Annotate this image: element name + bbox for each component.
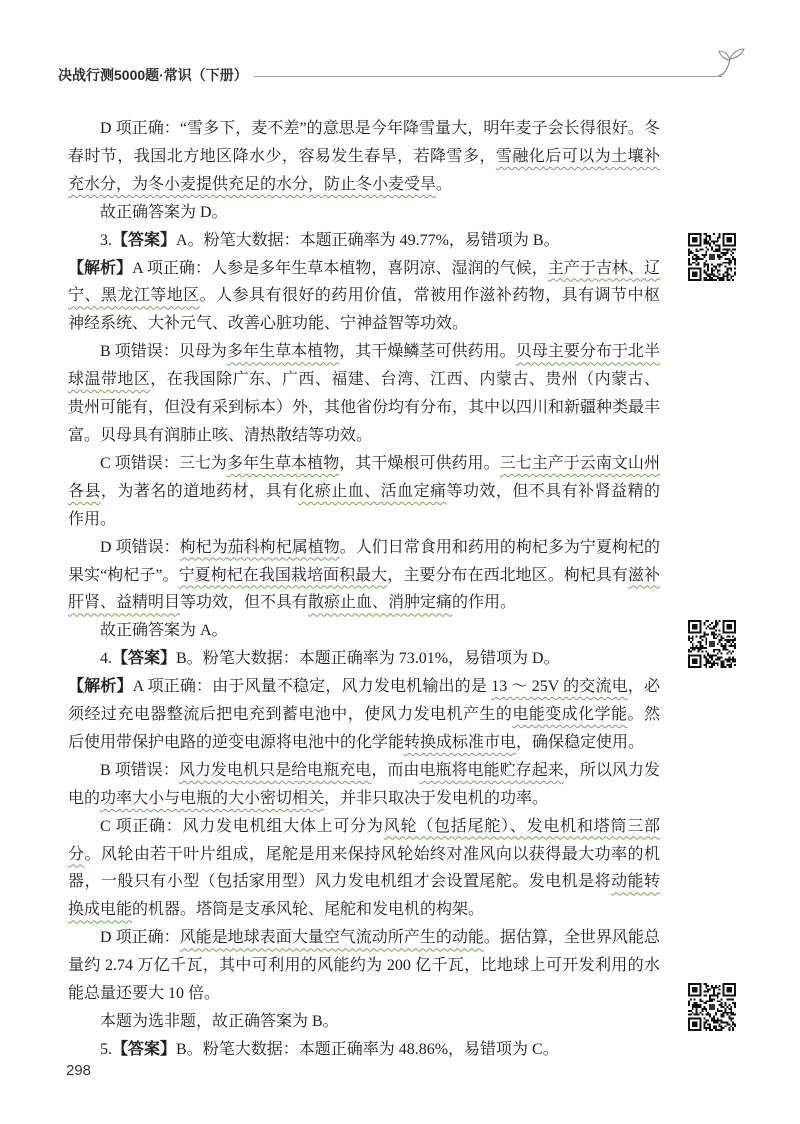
paragraph <box>68 338 660 450</box>
annotated-text: 雪融化后可以为土壤补充水分，为冬小麦提供充足的水分，防止冬小麦受旱 <box>68 147 660 193</box>
paragraph <box>68 645 660 673</box>
text-run: ，在我国除广东、广西、福建、台湾、江西、内蒙古、贵州（内蒙古、贵州可能有，但没有采到标本）外，其他省份均有分布，其中以四川和新疆种类最丰富。贝母具有润肺止咳、清热散结等功效。 <box>68 371 661 444</box>
annotated-text: 动能转换成电能 <box>68 873 660 919</box>
text-run: B 项错误： <box>100 761 179 779</box>
text-run: ，主要分布在西北地区。枸杞具有 <box>387 566 628 584</box>
text-run: 等功效，但不具有 <box>180 594 309 612</box>
annotated-text: 电能变成化学能 <box>512 706 628 724</box>
text-run: D 项正确： <box>100 929 180 947</box>
section-label: 【答案】 <box>112 1040 177 1058</box>
annotated-text: 电瓶将电能贮存起来 <box>419 761 564 779</box>
text-run: B。粉笔大数据：本题正确率为 73.01%，易错项为 D。 <box>176 650 560 668</box>
text-run: 本题为选非题，故正确答案为 B。 <box>100 1013 339 1030</box>
text-run: C 项错误：三七为 <box>100 454 227 472</box>
paragraph <box>68 813 660 925</box>
text-run: ，为著名的道地药材，具有 <box>100 482 299 500</box>
paragraph <box>68 534 660 618</box>
annotated-text: 化瘀止血、活血定痛 <box>298 482 447 500</box>
annotated-text: 多年生草本植物 <box>226 343 340 361</box>
text-run: A 项正确：人参是多年生草本植物，喜阴凉、湿润的气候， <box>132 259 548 277</box>
annotated-text: 转换成标准市电 <box>404 733 517 751</box>
annotated-text: 风轮（包括尾舵）、发电机和塔筒三部分 <box>68 817 660 863</box>
text-run: ，其干燥根可供药用。 <box>339 454 500 472</box>
paragraph <box>68 199 660 227</box>
paragraph <box>68 255 660 339</box>
text-run: 。 <box>436 175 453 193</box>
annotated-text: 散瘀止血、消肿定痛 <box>308 594 453 612</box>
qr-code <box>686 231 738 283</box>
annotated-text: 13 ～ 25V 的交流电 <box>491 678 628 696</box>
text-run: 5. <box>100 1040 112 1058</box>
qr-code <box>686 981 738 1033</box>
text-run: 故正确答案为 D。 <box>100 203 228 221</box>
page-number: 298 <box>66 1062 92 1079</box>
annotated-text: 风能是地球表面大量空气流动所产生的动能 <box>179 929 484 947</box>
annotated-text: 贝母主要分布于北半球温带地区 <box>68 343 660 389</box>
text-run: ，所以风力发电的 <box>68 761 660 807</box>
text-run: A 项正确：由于风量不稳定，风力发电机输出的是 <box>132 678 492 696</box>
paragraph <box>68 617 660 645</box>
text-run: ，确保稳定使用。 <box>516 733 645 751</box>
text-run: 等功效，但不具有补肾益精的作用。 <box>68 482 660 528</box>
text-run: ，必须经过充电器整流后把电充到蓄电池中，使风力发电机产生的 <box>68 678 660 724</box>
text-run: 。人们日常食用和药用的枸杞多为宁夏枸杞的果实“枸杞子”。 <box>68 538 660 584</box>
paragraph <box>68 673 660 757</box>
text-run: B 项错误：贝母为 <box>100 343 227 361</box>
text-run: 故正确答案为 A。 <box>100 622 228 640</box>
annotated-text: 多年生草本植物 <box>226 454 340 472</box>
text-run: 的作用。 <box>452 594 517 612</box>
text-run: C 项正确：风力发电机组大体上可分为 <box>100 817 384 835</box>
annotated-text: 三七主产于云南文山州各县 <box>68 454 660 500</box>
header-rule <box>254 76 722 77</box>
answer-explanations <box>68 115 660 1064</box>
section-label: 【答案】 <box>112 650 177 668</box>
section-label: 【答案】 <box>112 231 177 249</box>
annotated-text: 主产于吉林、辽宁、黑龙江等地区 <box>68 259 660 305</box>
qr-code <box>686 618 738 670</box>
paragraph <box>68 227 660 255</box>
text-run: ，并非只取决于发电机的功率。 <box>324 789 549 807</box>
text-run: 。人参具有很好的药用价值，常被用作滋补药物，具有调节中枢神经系统、大补元气、改善心脏功能、宁神益智等功效。 <box>68 287 660 333</box>
text-run: A。粉笔大数据：本题正确率为 49.77%，易错项为 B。 <box>176 231 560 249</box>
paragraph <box>68 1036 660 1064</box>
text-run: 4. <box>100 650 112 668</box>
text-run: 。据估算，全世界风能总量约 2.74 万亿千瓦，其中可利用的风能约为 200 亿千瓦，比地球上可开发利用的水能总量还要大 10 倍。 <box>68 929 660 1003</box>
book-title: 决战行测5000题·常识（下册） <box>58 67 248 83</box>
paragraph <box>68 757 660 813</box>
paragraph <box>68 115 660 199</box>
text-run: 3. <box>100 231 112 249</box>
section-label: 【解析】 <box>68 678 133 696</box>
running-header <box>58 62 722 88</box>
text-run: B。粉笔大数据：本题正确率为 48.86%，易错项为 C。 <box>176 1040 559 1058</box>
text-run: D 项错误： <box>100 538 180 556</box>
paragraph <box>68 1008 660 1036</box>
annotated-text: 宁夏枸杞在我国栽培面积最大 <box>178 566 388 584</box>
annotated-text: 枸杞为茄科枸杞属植物 <box>179 538 340 556</box>
text-run: 。然后使用带保护电路的逆变电源将电池中的化学能 <box>68 706 660 751</box>
annotated-text: 滋补肝肾、益精明目 <box>68 566 660 612</box>
sprout-icon <box>716 46 746 76</box>
annotated-text: 风力发电机只是给电瓶充电 <box>178 761 372 779</box>
text-run: ，其干燥鳞茎可供药用。 <box>339 343 516 361</box>
text-run: 的机器。塔筒是支承风轮、尾舵和发电机的构架。 <box>132 901 485 919</box>
text-run: D 项正确：“雪多下，麦不差”的意思是今年降雪量大，明年麦子会长得很好。冬春时节，我国北方地区降水少，容易发生春旱，若降雪多， <box>68 120 660 165</box>
section-label: 【解析】 <box>68 259 133 277</box>
paragraph <box>68 924 660 1008</box>
text-run: 。风轮由若干叶片组成，尾舵是用来保持风轮始终对准风向以获得最大功率的机器，一般只有小型（包括家用型）风力发电机组才会设置尾舵。发电机是将 <box>68 845 660 891</box>
paragraph <box>68 450 660 534</box>
annotated-text: 功率大小与电瓶的大小密切相关 <box>100 789 325 807</box>
text-run: ，而由 <box>371 761 420 779</box>
